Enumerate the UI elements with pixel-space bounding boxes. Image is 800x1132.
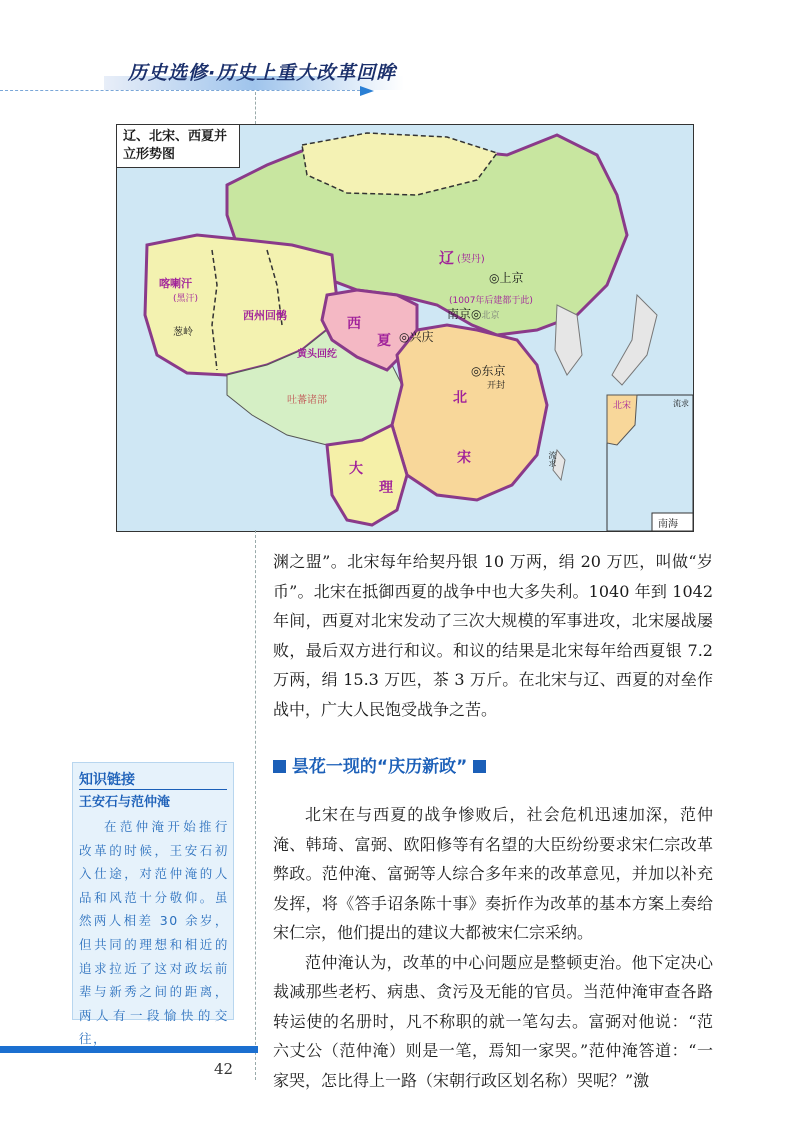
label-li: 理 [379, 480, 393, 496]
header-divider [0, 90, 360, 91]
historical-map [116, 124, 694, 532]
label-song: 宋 [457, 450, 471, 466]
body-paragraph-2 [273, 800, 713, 1095]
page-number: 42 [214, 1060, 234, 1078]
label-nanhai: 南海 [658, 519, 678, 530]
label-liuqiu: 流求 [548, 451, 557, 467]
label-tubo: 吐蕃诸部 [287, 395, 327, 406]
label-heihan: (黑汗) [173, 294, 199, 304]
footer-bar [0, 1046, 258, 1053]
paragraph-text: 范仲淹认为，改革的中心问题应是整顿吏治。他下定决心裁减那些老朽、病患、贪污及无能的官员。当范仲淹审查各路转运使的名册时，凡不称职的就一笔勾去。富弼对他说：“范六丈公（范仲淹）则是一笔，焉知一家哭。”范仲淹答道：“一家哭，怎比得上一路（宋朝行政区划名称）哭呢？”激 [273, 952, 713, 1090]
knowledge-sidebar [72, 762, 234, 1047]
label-bei: 北 [453, 390, 467, 406]
label-huangtou: 黄头回纥 [297, 349, 337, 360]
song-region [392, 325, 547, 500]
sidebar-subheading: 王安石与范仲淹 [79, 795, 171, 810]
section-title: 昙花一现的“庆历新政” [291, 757, 468, 777]
sidebar-divider [79, 789, 227, 790]
page-header [0, 0, 800, 110]
sidebar-text: 在范仲淹开始推行改革的时候，王安石初入仕途，对范仲淹的人品和风范十分敬仰。虽然两人相差 30 余岁，但共同的理想和相近的追求拉近了这对政坛前辈与新秀之间的距离，两人有一段愉快的交往， [79, 819, 229, 1047]
paragraph-text: 渊之盟”。北宋每年给契丹银 10 万两，绢 20 万匹，叫做“岁币”。北宋在抵御西夏的战争中也大多失利。1040 年到 1042 年间，西夏对北宋发动了三次大规模的军事进攻，北宋屡战屡败，最后双方进行和议。和议的结果是北宋每年给西夏银 7.2 万两，绢 15.3 万匹，茶 3 万斤。在北宋与辽、西夏的对垒作战中，广大人民饱受战争之苦。 [273, 552, 713, 719]
label-xingqing: ◎兴庆 [399, 330, 434, 344]
label-nanjing: 南京◎北京 [447, 307, 500, 321]
label-da: 大 [349, 461, 363, 477]
label-inset-liuqiu: 流求 [673, 399, 689, 408]
square-bullet-icon [273, 760, 286, 773]
body-paragraph-1 [273, 547, 713, 724]
label-dongjing: ◎东京 [471, 364, 506, 378]
section-heading [273, 752, 486, 777]
label-kaifeng: 开封 [487, 381, 506, 391]
paragraph-text: 北宋在与西夏的战争惨败后，社会危机迅速加深，范仲淹、韩琦、富弼、欧阳修等有名望的大臣纷纷要求宋仁宗改革弊政。范仲淹、富弼等人综合多年来的改革意见，并加以补充发挥，将《答手诏条陈十事》奏折作为改革的基本方案上奏给宋仁宗，他们提出的建议大都被宋仁宗采纳。 [273, 805, 713, 942]
margin-guide [255, 92, 256, 124]
label-shangjing: ◎上京 [489, 271, 524, 285]
label-kala: 喀喇汗 [159, 277, 192, 290]
label-inset-beisong: 北宋 [613, 401, 632, 411]
margin-guide-lower [255, 530, 256, 1080]
sidebar-heading: 知识链接 [79, 772, 135, 788]
label-khitan: (契丹) [457, 254, 485, 265]
square-bullet-icon [473, 760, 486, 773]
header-title: 历史选修·历史上重大改革回眸 [128, 62, 397, 84]
map-title: 辽、北宋、西夏并立形势图 [117, 125, 240, 168]
label-congling: 葱岭 [173, 327, 193, 338]
header-arrow-icon [360, 86, 374, 96]
label-xi: 西 [347, 316, 361, 332]
label-beijing-note: (1007年后建都于此) [449, 296, 533, 306]
label-xizhou: 西州回鹘 [243, 309, 287, 322]
label-liao: 辽 [439, 249, 455, 267]
label-xia: 夏 [377, 333, 391, 349]
